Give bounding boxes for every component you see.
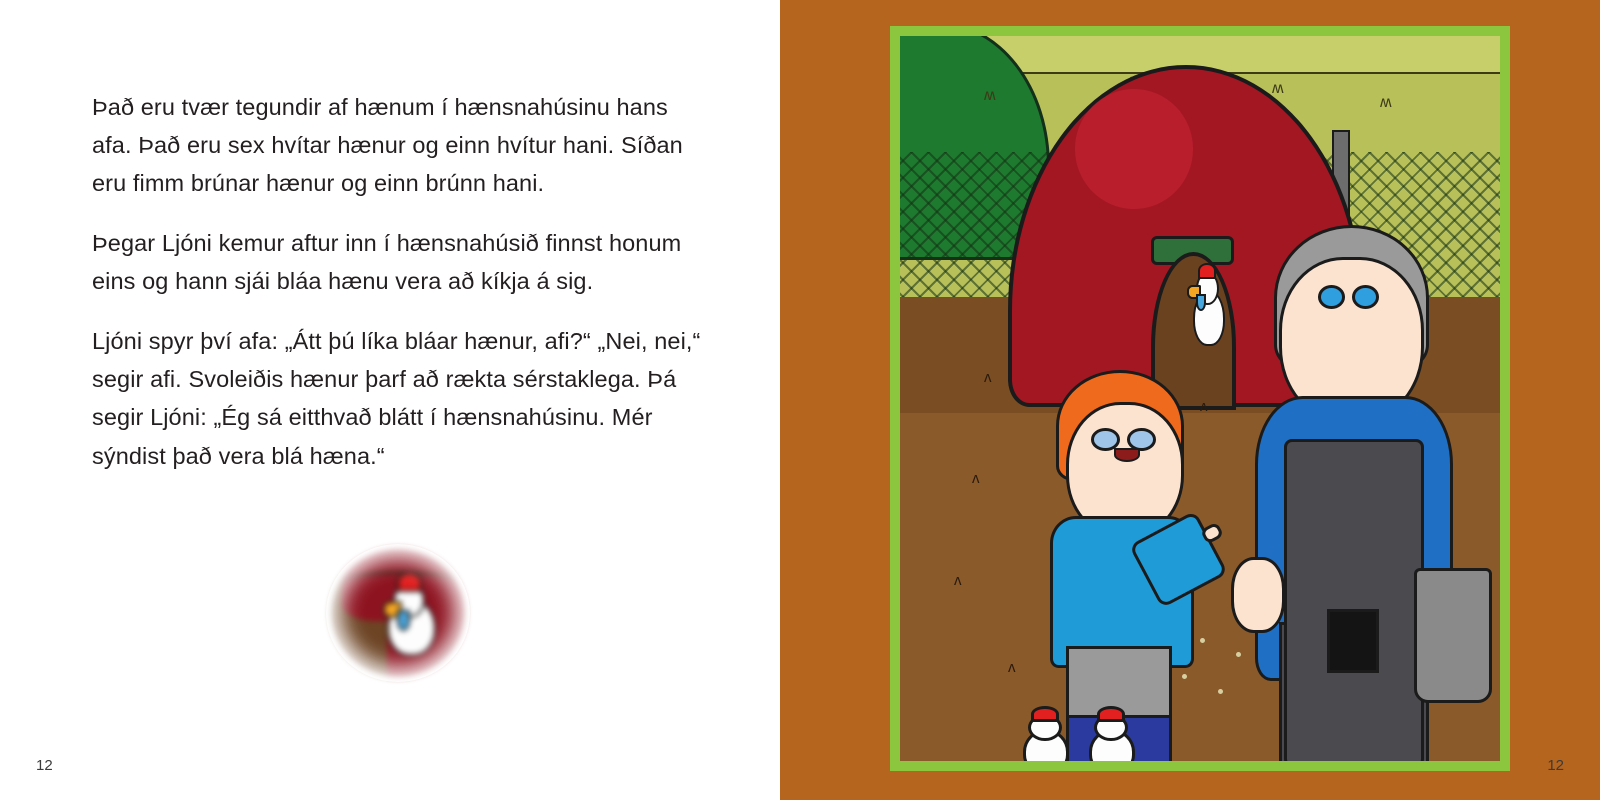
grass-tuft-icon: ʍ (1272, 79, 1284, 97)
page-number-right: 12 (1547, 757, 1564, 774)
grandfather-eye-left (1318, 285, 1345, 309)
hen-comb (1198, 263, 1216, 279)
page-number-left: 12 (36, 757, 53, 774)
paragraph-1: Það eru tvær tegundir af hænum í hænsnahúsinu hans afa. Það eru sex hvítar hænur og einn hvítur hani. Síðan eru fimm brúnar hænur og einn brúnn hani. (92, 94, 683, 197)
paragraph-3: Ljóni spyr því afa: „Átt þú líka bláar hænur, afi?“ „Nei, nei,“ segir afi. Svoleiðis hænur þarf að rækta sérstaklega. Þá segir Ljóni: „Ég sá eitthvað blátt í hænsnahúsinu. Mér sýndist það vera blá hæna.“ (92, 328, 701, 469)
grass-tuft-icon: ʍ (984, 86, 996, 104)
grandfather-overalls (1284, 439, 1424, 761)
bird-mark-icon: ʌ (954, 571, 962, 589)
grandfather-hand (1231, 557, 1285, 633)
illustration-frame (890, 26, 1510, 771)
boy-mouth (1114, 448, 1140, 462)
bucket-icon (1414, 568, 1492, 703)
bird-mark-icon: ʌ (972, 470, 980, 487)
bird-mark-icon: ʌ (1008, 658, 1016, 676)
hen-foreground-icon (1020, 713, 1066, 761)
story-text-column (92, 88, 702, 475)
illustration (900, 36, 1500, 761)
hen-wattle (1196, 294, 1206, 311)
hen-foreground-icon (1086, 713, 1132, 761)
boy-figure (1044, 370, 1200, 762)
overalls-pocket (1327, 609, 1379, 673)
hen-vignette-image (330, 548, 466, 678)
hen-in-doorway-icon (1193, 269, 1221, 342)
vignette-fade-edge (326, 544, 470, 682)
bird-mark-icon: ʌ (984, 368, 992, 386)
grandfather-figure (1236, 225, 1476, 762)
grass-tuft-icon: ʍ (1380, 94, 1392, 111)
feed-speck (1200, 638, 1205, 643)
bird-mark-icon: ʌ (1200, 397, 1208, 415)
right-page (780, 0, 1600, 800)
coop-highlight (1075, 89, 1193, 209)
paragraph-2: Þegar Ljóni kemur aftur inn í hænsnahúsið finnst honum eins og hann sjái bláa hænu vera að kíkja á sig. (92, 230, 682, 295)
left-page (0, 0, 780, 800)
grandfather-eye-right (1352, 285, 1379, 309)
hen-comb (1097, 706, 1125, 722)
feed-speck (1218, 689, 1223, 694)
hen-comb (1031, 706, 1059, 722)
